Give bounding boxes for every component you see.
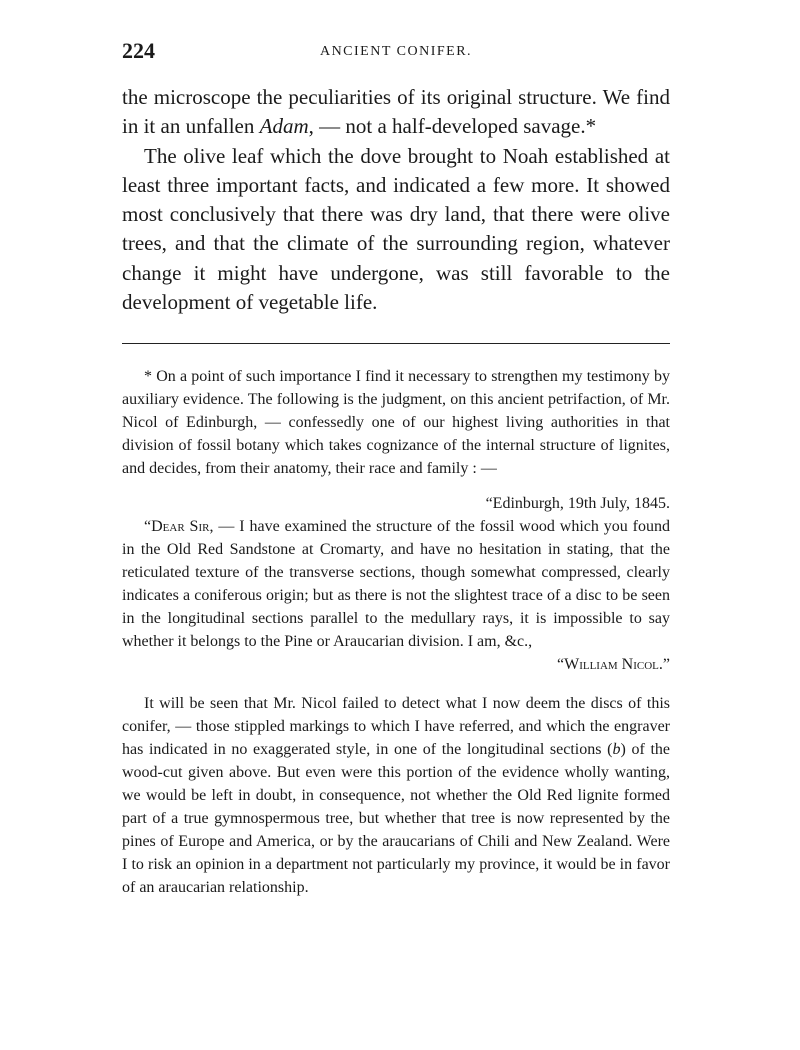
paragraph-olive-leaf: The olive leaf which the dove brought to Noah established at least three important facts, and indicated a few more. It showed most conclusively that there was dry land, that there were olive trees, and that the climate of the surrounding region, whatever change it might have undergone, was still favorable to the development of vegetable life.	[122, 143, 670, 315]
footnote-closing	[122, 692, 670, 899]
footnote-intro: * On a point of such importance I find it necessary to strengthen my testimony by auxiliary evidence. The following is the judgment, on this ancient petrifaction, of Mr. Nicol of Edinburgh, — confessedly one of our highest living authorities in that division of fossil botany which takes cognizance of the internal structure of lignites, and decides, from their anatomy, their race and family : —	[122, 368, 670, 477]
page-header	[122, 38, 670, 68]
closing-text: ) of the wood-cut given above. But even were this portion of the evidence wholly wanting, we would be left in doubt, in consequence, not whether the Old Red lignite formed part of a true gymnospermous tree, but whether that tree is now represented by the pines of Europe and America, or by the araucarians of Chili and New Zealand. Were I to risk an opinion in a department not particularly my province, it would be in favor of an araucarian relationship.	[122, 741, 670, 896]
letter-salutation: “Dear Sir,	[144, 518, 214, 535]
italic-letter: b	[612, 741, 621, 758]
paragraph-text: the microscope the peculiarities of its original structure. We find in it an unfallen	[122, 85, 670, 139]
letter-text: — I have examined the structure of the fossil wood which you found in the Old Red Sandstone at Cromarty, and have no hesitation in stating, that the reticulated texture of the transverse sections, though somewhat compressed, clearly indicates a coniferous origin; but as there is not the slightest trace of a disc to be seen in the longitudinal sections parallel to the medullary rays, it is impossible to say whether it belongs to the Pine or Araucarian division. I am, &c.,	[122, 518, 671, 650]
footnote-rule	[122, 343, 670, 344]
letter-dateline: “Edinburgh, 19th July, 1845.	[485, 495, 670, 512]
letter-body	[122, 515, 670, 653]
paragraph-continuation	[122, 83, 670, 142]
closing-text: It will be seen that Mr. Nicol failed to detect what I now deem the discs of this conifer, — those stippled markings to which I have referred, and which the engraver has indicated in no exaggerated style, in one of the longitudinal sections (	[122, 695, 670, 758]
letter-signature: “William Nicol.”	[556, 656, 670, 673]
main-text	[122, 83, 670, 317]
running-title: ANCIENT CONIFER.	[319, 44, 473, 59]
page-number: 224	[122, 38, 155, 63]
paragraph-text: , — not a half-developed savage.*	[308, 114, 597, 139]
italic-word: Adam	[259, 114, 309, 139]
footnote	[122, 365, 670, 899]
